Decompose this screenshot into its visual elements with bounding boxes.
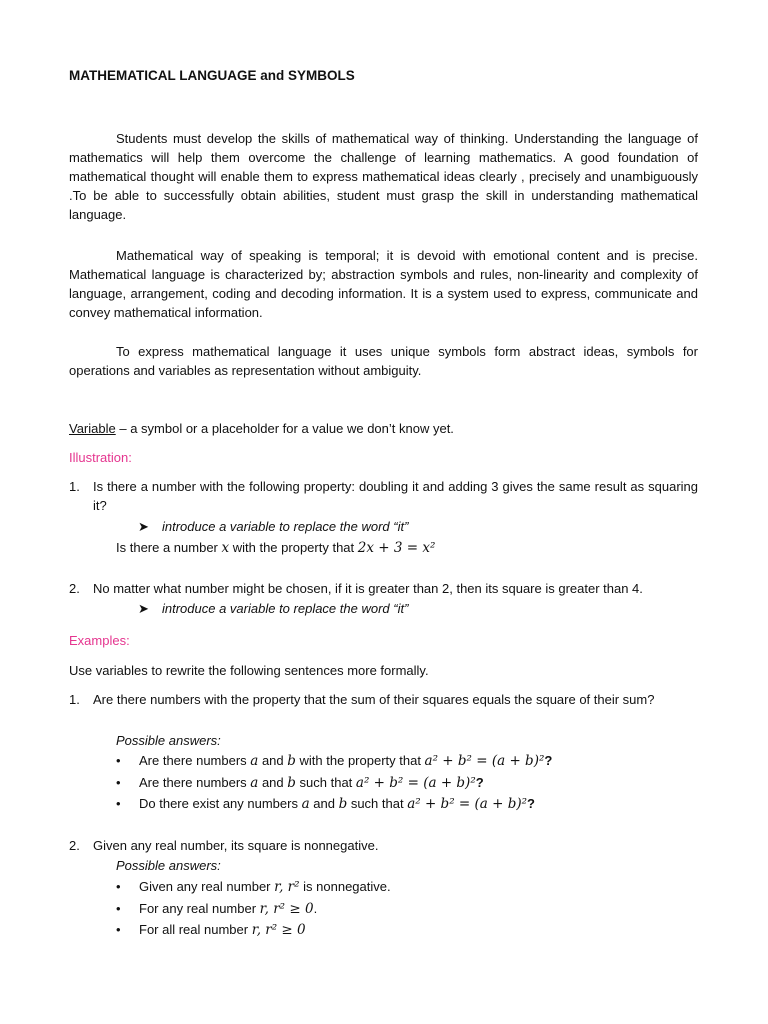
answer-item xyxy=(116,773,484,793)
answer-item xyxy=(116,794,535,814)
item-number: 2. xyxy=(69,581,80,596)
answer-var: b xyxy=(338,796,348,812)
possible-answers-label: Possible answers: xyxy=(116,858,221,873)
illustration-rewrite-1 xyxy=(116,538,435,558)
answer-equation: a² + b² = (a + b)² xyxy=(424,753,545,769)
examples-intro: Use variables to rewrite the following sentences more formally. xyxy=(69,663,429,678)
rewrite-equation: 2x + 3 = x² xyxy=(357,540,436,556)
illustration-item-2 xyxy=(69,579,698,598)
illustration-hint-1 xyxy=(138,517,408,536)
answer-var: a xyxy=(250,753,259,769)
answer-text: For all real number xyxy=(139,922,252,937)
answer-text: with the property that xyxy=(295,753,425,768)
answer-item xyxy=(116,751,552,771)
answer-text: Are there numbers xyxy=(139,753,251,768)
hint-text: introduce a variable to replace the word “it” xyxy=(162,519,409,534)
example-item-2 xyxy=(69,836,698,855)
answer-text: such that xyxy=(295,775,356,790)
variable-definition-text: – a symbol or a placeholder for a value we don’t know yet. xyxy=(115,421,454,436)
answer-text: Are there numbers xyxy=(139,775,251,790)
answer-equation: r, r² xyxy=(274,879,300,895)
answer-item xyxy=(116,899,317,919)
answer-var: b xyxy=(287,775,296,791)
item-text: No matter what number might be chosen, if it is greater than 2, then its square is greater than 4. xyxy=(93,581,643,596)
answer-text: and xyxy=(309,796,339,811)
page-title: MATHEMATICAL LANGUAGE and SYMBOLS xyxy=(69,68,355,83)
examples-heading: Examples: xyxy=(69,633,130,648)
answer-text: Do there exist any numbers xyxy=(139,796,302,811)
rewrite-prefix: Is there a number xyxy=(116,540,222,555)
answer-end: ? xyxy=(544,753,553,768)
item-number: 2. xyxy=(69,838,80,853)
item-number: 1. xyxy=(69,479,80,494)
answer-equation: r, r² ≥ 0 xyxy=(251,922,306,938)
paragraph-2: Mathematical way of speaking is temporal; it is devoid with emotional content and is precise. Mathematical language is characterized by; abstraction symbols and rules, non-linearity and complexity of language, arrangement, coding and decoding information. It is a system used to express, communicate and convey mathematical information. xyxy=(69,248,698,320)
answer-equation: a² + b² = (a + b)² xyxy=(407,796,528,812)
bullet-icon: • xyxy=(116,796,121,811)
answer-var: b xyxy=(287,753,296,769)
answer-item xyxy=(116,920,306,940)
variable-definition xyxy=(69,419,454,438)
paragraph-1: Students must develop the skills of mathematical way of thinking. Understanding the language of mathematics will help them overcome the challenge of learning mathematics. A good foundation of mathematical thought will enable them to express mathematical ideas clearly , precisely and unambiguously .To be able to successfully obtain abilities, student must grasp the skill in understanding mathematical language. xyxy=(69,131,698,222)
answer-var: a xyxy=(250,775,259,791)
answer-end: ? xyxy=(527,796,535,811)
illustration-item-1 xyxy=(69,477,698,515)
answer-equation: a² + b² = (a + b)² xyxy=(355,775,476,791)
item-text: Given any real number, its square is nonnegative. xyxy=(93,838,379,853)
rewrite-middle: with the property that xyxy=(229,540,358,555)
answer-end: . xyxy=(313,901,318,916)
hint-text: introduce a variable to replace the word “it” xyxy=(162,601,409,616)
answer-text: such that xyxy=(347,796,408,811)
arrow-bullet-icon: ➤ xyxy=(138,519,149,534)
answer-text: and xyxy=(258,775,288,790)
rewrite-variable: x xyxy=(221,540,230,556)
answer-var: a xyxy=(301,796,310,812)
answer-text: and xyxy=(258,753,288,768)
bullet-icon: • xyxy=(116,922,121,937)
answer-equation: r, r² ≥ 0 xyxy=(259,901,314,917)
bullet-icon: • xyxy=(116,775,121,790)
item-number: 1. xyxy=(69,692,80,707)
example-item-1 xyxy=(69,690,698,709)
bullet-icon: • xyxy=(116,901,121,916)
answer-end: ? xyxy=(475,775,484,790)
item-text: Is there a number with the following property: doubling it and adding 3 gives the same result as squaring it? xyxy=(93,479,698,513)
possible-answers-label: Possible answers: xyxy=(116,733,221,748)
arrow-bullet-icon: ➤ xyxy=(138,601,149,616)
paragraph-3: To express mathematical language it uses unique symbols form abstract ideas, symbols for operations and variables as representation without ambiguity. xyxy=(69,344,698,378)
illustration-heading: Illustration: xyxy=(69,450,132,465)
answer-item xyxy=(116,877,391,897)
item-text: Are there numbers with the property that the sum of their squares equals the square of their sum? xyxy=(93,692,655,707)
bullet-icon: • xyxy=(116,879,121,894)
answer-end: is nonnegative. xyxy=(299,879,391,894)
bullet-icon: • xyxy=(116,753,121,768)
variable-term: Variable xyxy=(69,421,116,436)
answer-text: For any real number xyxy=(139,901,260,916)
illustration-hint-2 xyxy=(138,599,408,618)
answer-text: Given any real number xyxy=(139,879,275,894)
